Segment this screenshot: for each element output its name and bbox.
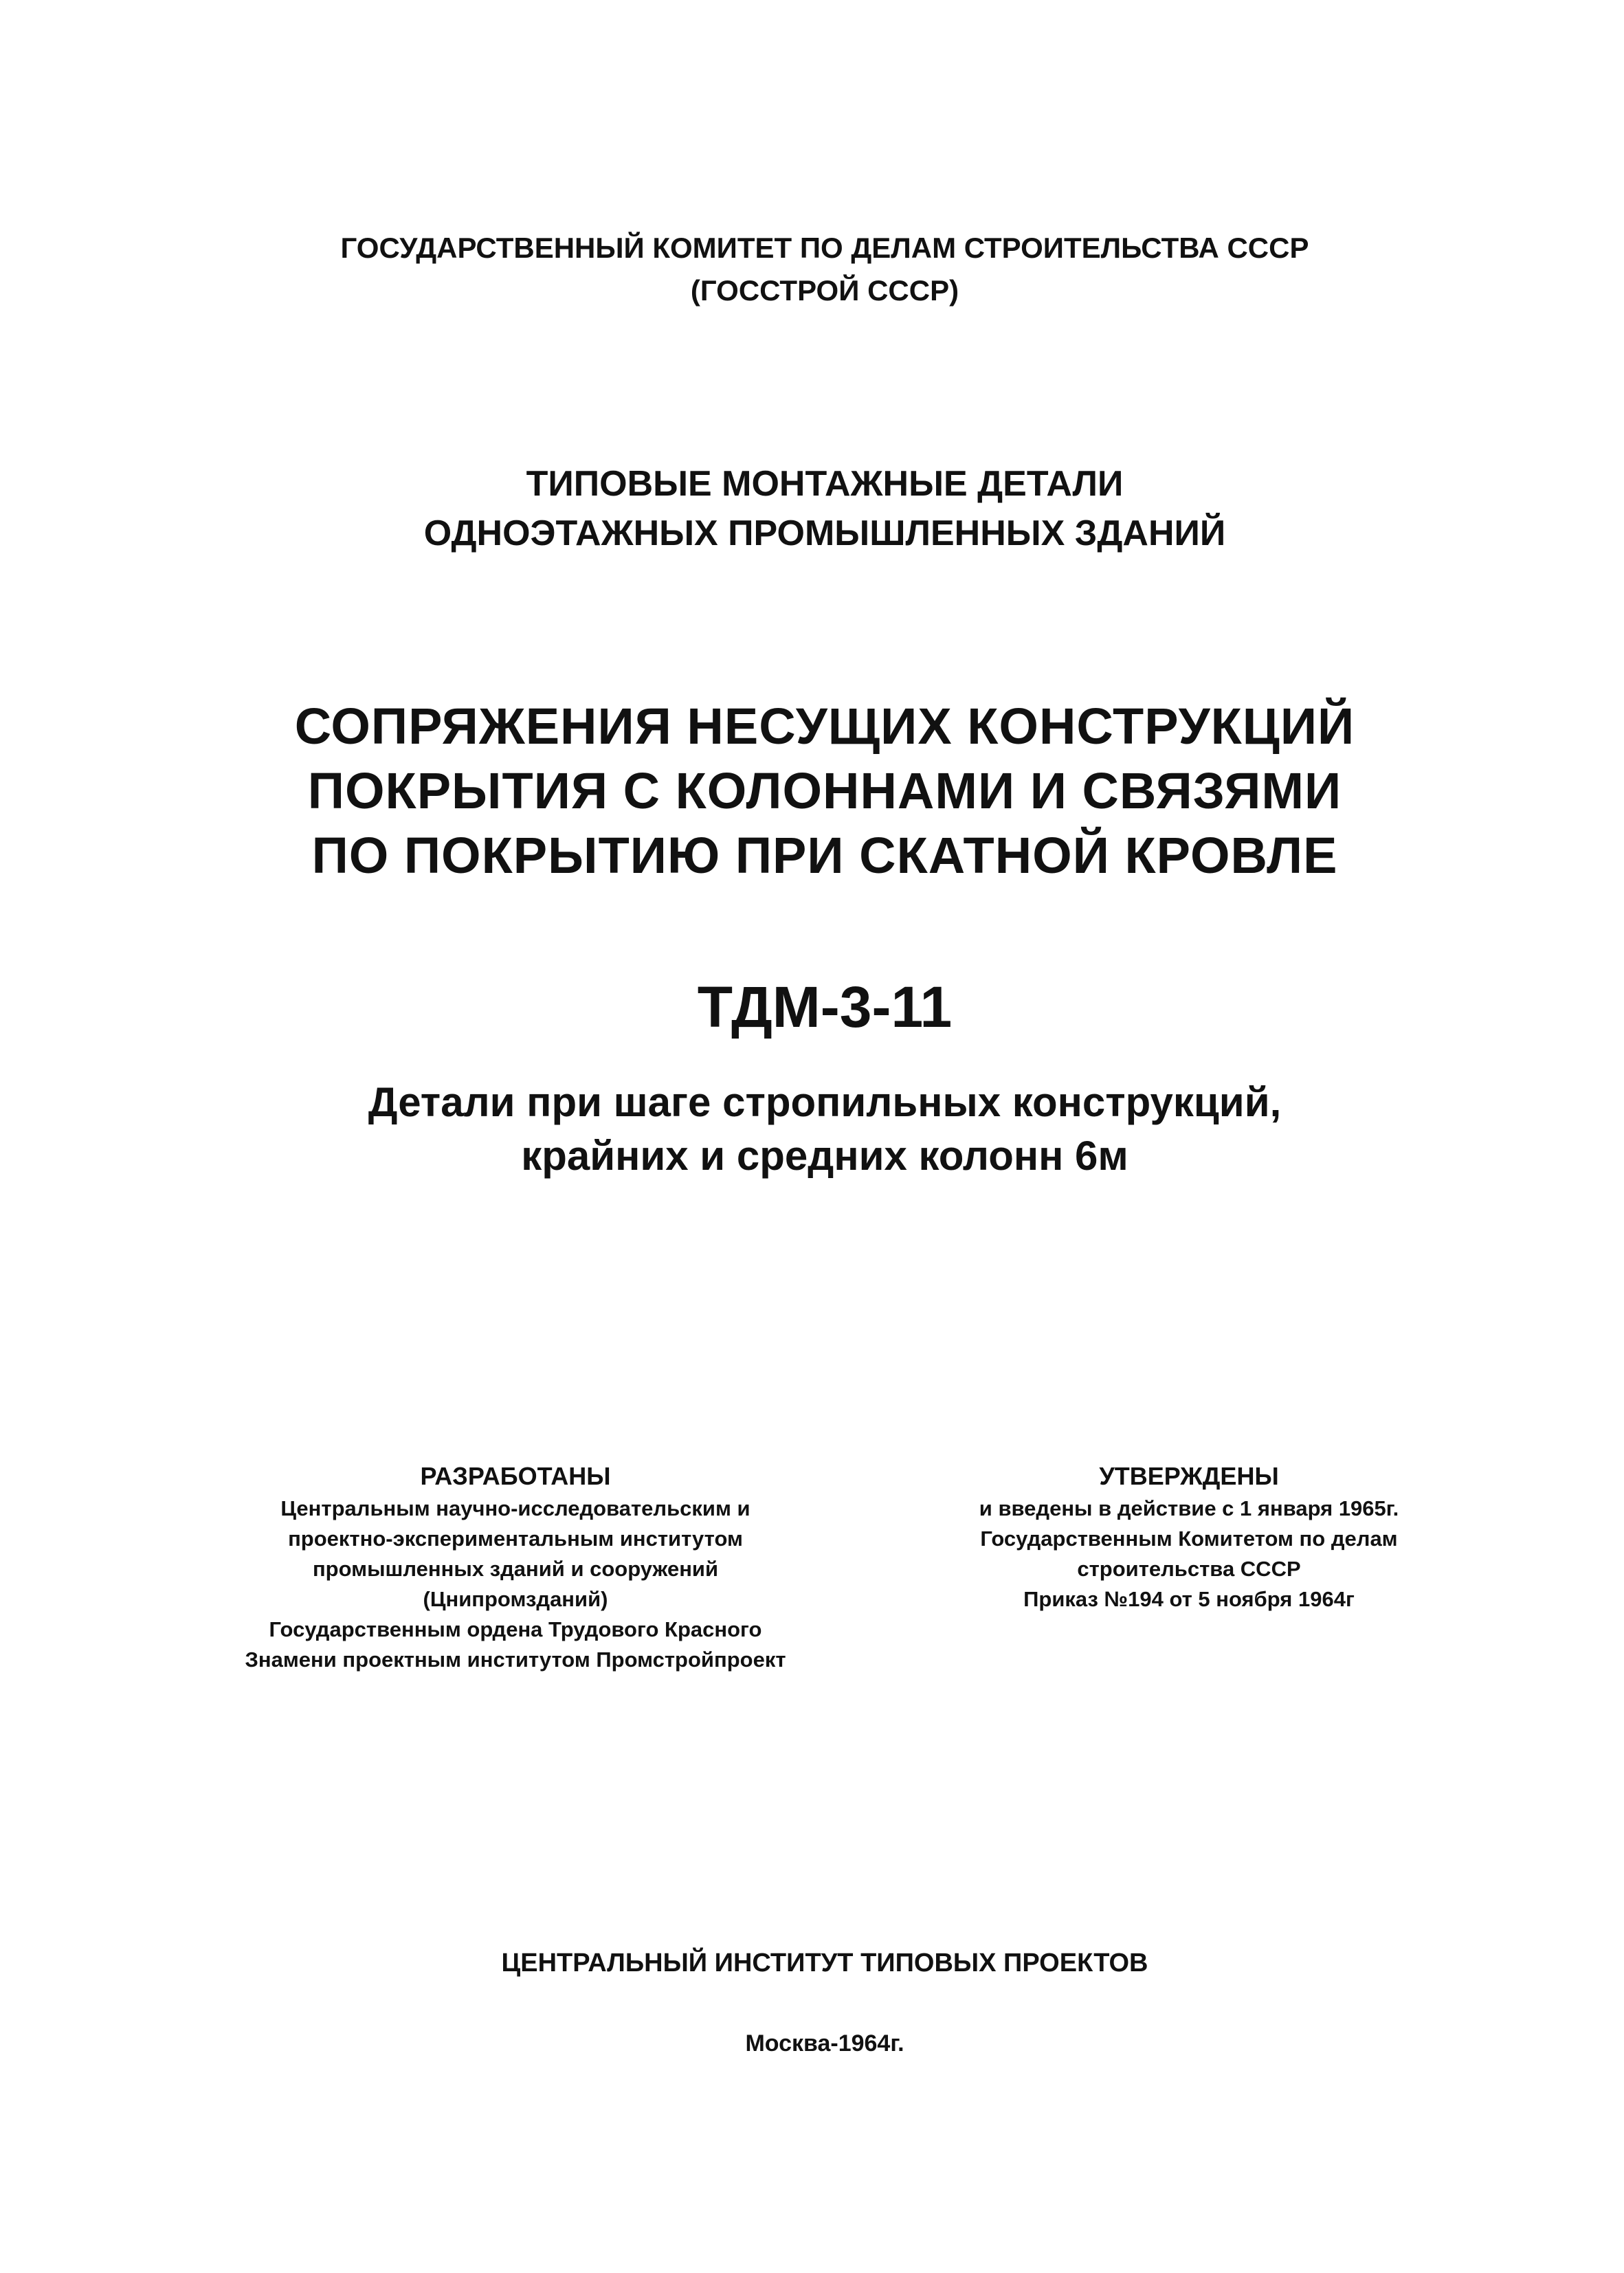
- main-title-line-1: СОПРЯЖЕНИЯ НЕСУЩИХ КОНСТРУКЦИЙ: [294, 698, 1355, 755]
- main-title-line-2: ПОКРЫТИЯ С КОЛОННАМИ И СВЯЗЯМИ: [307, 762, 1342, 819]
- developed-by-section: [158, 1459, 873, 1675]
- developed-line: Государственным ордена Трудового Красного: [269, 1617, 762, 1641]
- developed-heading: РАЗРАБОТАНЫ: [420, 1462, 611, 1490]
- series-title-line-2: ОДНОЭТАЖНЫХ ПРОМЫШЛЕННЫХ ЗДАНИЙ: [423, 513, 1226, 553]
- agency-abbreviation: (ГОССТРОЙ СССР): [690, 274, 959, 307]
- approved-line: Государственным Комитетом по делам: [980, 1527, 1398, 1551]
- developed-line: Знамени проектным институтом Промстройпроект: [245, 1648, 786, 1672]
- agency-header: [206, 227, 1443, 312]
- approved-line: строительства СССР: [1077, 1557, 1301, 1581]
- developed-line: проектно-экспериментальным институтом: [288, 1527, 743, 1551]
- main-title: [172, 694, 1478, 888]
- subtitle-line-2: крайних и средних колонн 6м: [521, 1133, 1128, 1179]
- approved-section: [914, 1459, 1464, 1615]
- approved-heading: УТВЕРЖДЕНЫ: [1099, 1462, 1279, 1490]
- developed-line: Центральным научно-исследовательским и: [280, 1496, 750, 1520]
- agency-name: ГОСУДАРСТВЕННЫЙ КОМИТЕТ ПО ДЕЛАМ СТРОИТЕЛЬСТВА СССР: [340, 232, 1309, 264]
- subtitle-line-1: Детали при шаге стропильных конструкций,: [368, 1079, 1282, 1125]
- approved-line: Приказ №194 от 5 ноября 1964г: [1023, 1587, 1355, 1611]
- main-title-line-3: ПО ПОКРЫТИЮ ПРИ СКАТНОЙ КРОВЛЕ: [311, 827, 1338, 884]
- series-title-line-1: ТИПОВЫЕ МОНТАЖНЫЕ ДЕТАЛИ: [526, 464, 1124, 504]
- subtitle: [172, 1076, 1478, 1183]
- place-and-year: Москва-1964г.: [745, 2030, 904, 2056]
- series-title: [206, 459, 1443, 558]
- publisher: ЦЕНТРАЛЬНЫЙ ИНСТИТУТ ТИПОВЫХ ПРОЕКТОВ: [501, 1949, 1148, 1977]
- developed-line: промышленных зданий и сооружений: [312, 1557, 719, 1581]
- document-code: ТДМ-3-11: [697, 975, 953, 1039]
- approved-line: и введены в действие с 1 января 1965г.: [979, 1496, 1399, 1520]
- developed-line: (Цнипромзданий): [423, 1587, 608, 1611]
